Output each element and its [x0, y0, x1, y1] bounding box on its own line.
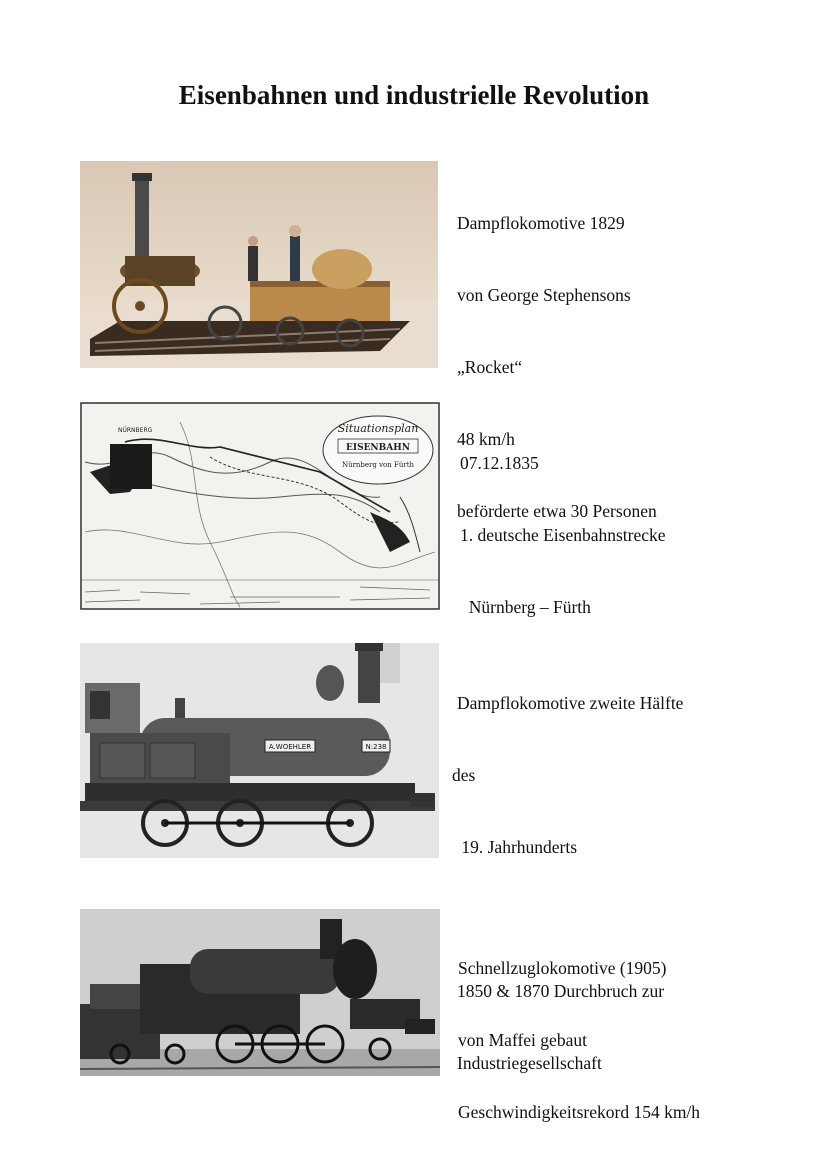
page-title: Eisenbahnen und industrielle Revolution — [178, 80, 650, 110]
map-cartouche-route: Nürnberg von Fürth — [341, 461, 415, 469]
maker-plate: A.WOEHLER — [268, 743, 312, 751]
text-line: von Maffei gebaut — [458, 1030, 587, 1050]
text-line: 19. Jahrhunderts — [457, 837, 578, 857]
railway-map-image — [80, 402, 440, 610]
text-line: des — [452, 765, 476, 785]
text-line: Schnellzuglokomotive (1905) — [458, 958, 667, 978]
map-cartouche-title: EISENBAHN — [346, 443, 410, 453]
text-line: Dampflokomotive 1829 — [457, 213, 625, 233]
map-city-label: NÜRNBERG — [118, 427, 153, 434]
text-line: Dampflokomotive zweite Hälfte — [457, 693, 684, 713]
text-line: Industriegesellschaft — [457, 1053, 602, 1073]
text-line: 48 km/h — [457, 429, 515, 449]
map-cartouche-script: Situationsplan — [337, 422, 419, 435]
text-line: 1850 & 1870 Durchbruch zur — [457, 981, 665, 1001]
express-locomotive-image — [80, 909, 440, 1076]
text-line: 07.12.1835 — [460, 453, 539, 473]
railway-description — [460, 403, 666, 643]
express-description — [458, 908, 700, 1148]
text-line: Nürnberg – Fürth — [460, 597, 591, 617]
text-line: beförderte etwa 30 Personen — [457, 501, 657, 521]
rocket-locomotive-image — [80, 161, 438, 368]
text-line: von George Stephensons — [457, 285, 631, 305]
steam-locomotive-image — [80, 643, 439, 858]
text-line: „Rocket“ — [457, 357, 523, 377]
text-line: Geschwindigkeitsrekord 154 km/h — [458, 1102, 701, 1122]
text-line: 1. deutsche Eisenbahnstrecke — [460, 525, 666, 545]
number-plate: N:238 — [365, 743, 387, 751]
